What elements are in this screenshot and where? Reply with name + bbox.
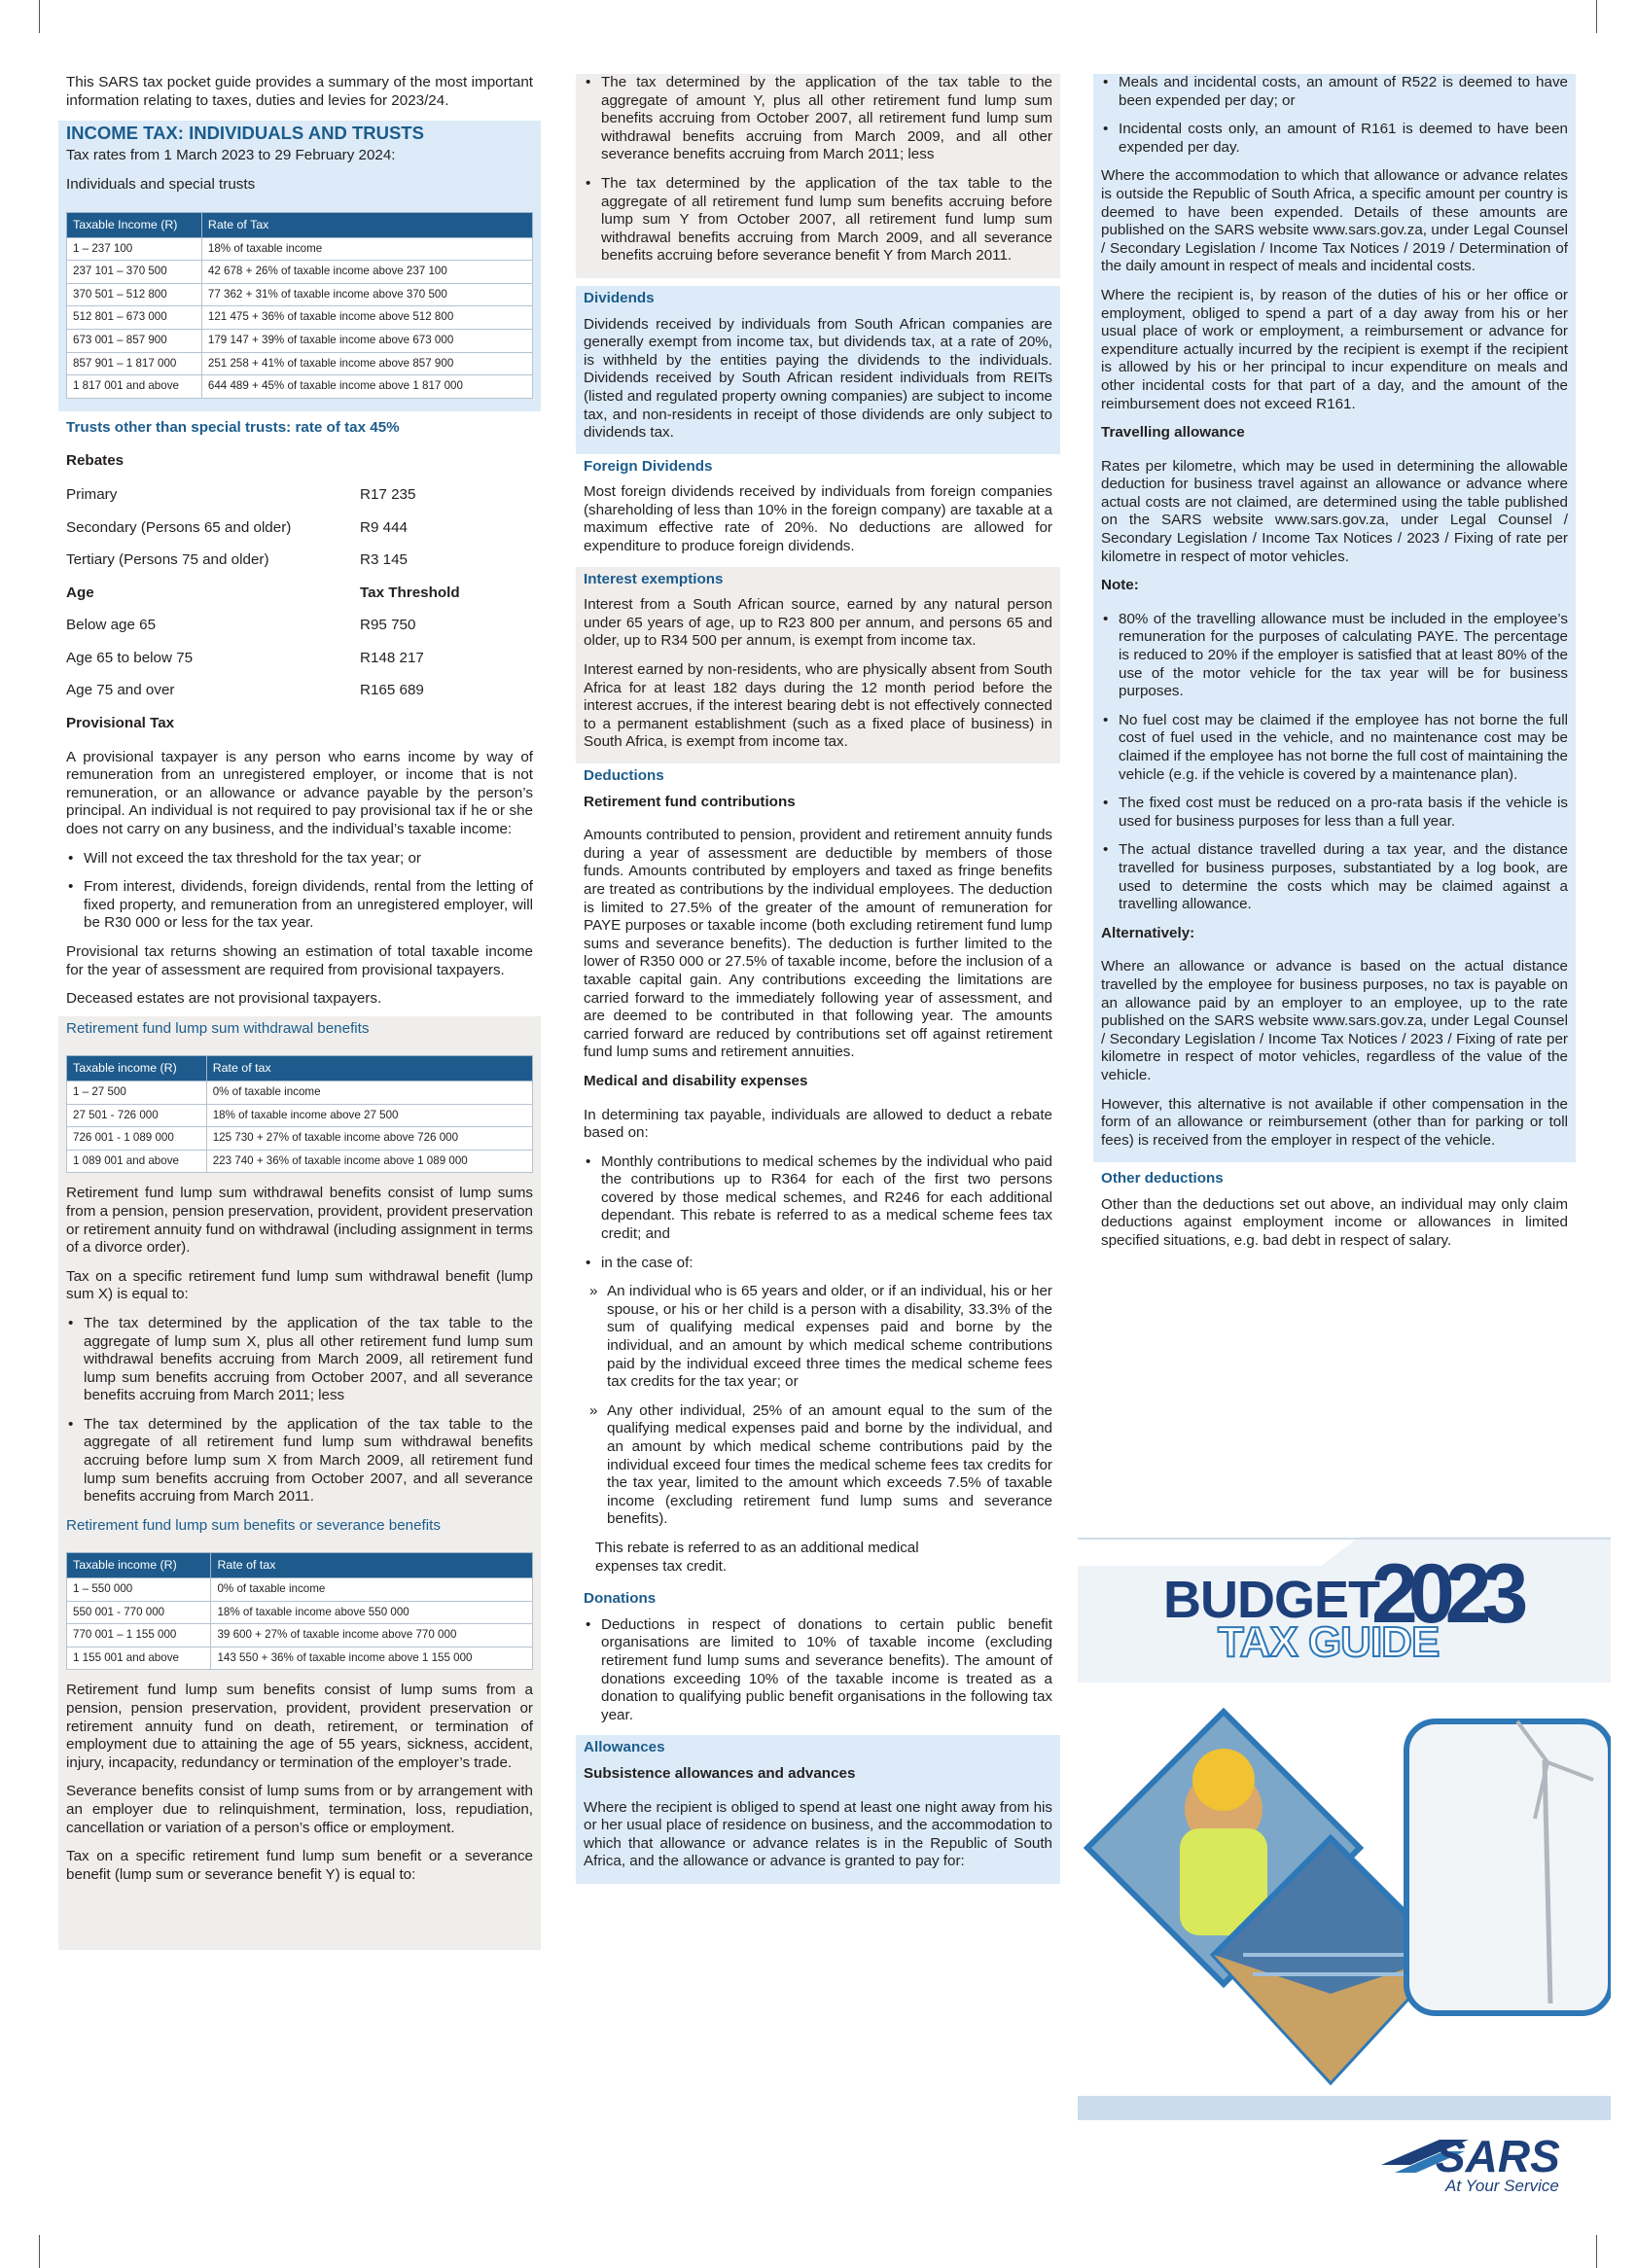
table-row — [67, 1647, 533, 1670]
table-cell: 1 – 550 000 — [67, 1578, 211, 1602]
individuals-label: Individuals and special trusts — [66, 176, 256, 194]
severance-benefits-heading: Retirement fund lump sum benefits or severance benefits — [66, 1516, 441, 1534]
withdrawal-benefits-table — [66, 1055, 533, 1173]
threshold-header — [66, 585, 533, 603]
rebate-row — [66, 486, 533, 505]
rebates-heading: Rebates — [66, 452, 124, 470]
table-row — [67, 306, 533, 330]
list-item: • Deductions in respect of donations to certain public benefit organisations are limited to 10% of taxable income (excluding retirement fund lump sums and severance benefits). The amount of donations exceeding 10% of the taxable income is treated as a donation to qualifying public benefit organisations in the following tax year. — [584, 1616, 1052, 1725]
list-item: » An individual who is 65 years and older, or if an individual, his or her spouse, or his or her child is a person with a disability, 33.3% of the sum of qualifying medical expenses paid and borne by the individual, and an amount by which medical scheme contributions paid by the individual exceed three times the medical scheme fees tax credits for the tax year; or — [584, 1283, 1052, 1392]
threshold-row — [66, 650, 533, 668]
wind-turbine-photo — [1406, 1721, 1611, 2013]
rebate-value: R9 444 — [360, 518, 408, 536]
budget-tax-guide-cover — [1078, 1537, 1611, 2120]
subsistence-text: Where the recipient is obliged to spend at least one night away from his or her usual place of residence on business, and the accommodation to which that allowance or advance relates is in the Republic of South Africa, and the allowance or advance is granted to pay for: — [584, 1798, 1052, 1870]
table-cell: 223 740 + 36% of taxable income above 1 089 000 — [206, 1150, 532, 1173]
list-item: • From interest, dividends, foreign dividends, rental from the letting of fixed property, and remuneration from an unregistered employer, will be R30 000 or less for the tax year. — [66, 878, 533, 933]
retirement-contributions-heading: Retirement fund contributions — [584, 793, 796, 810]
crop-mark — [1596, 2235, 1597, 2268]
list-item: • The fixed cost must be reduced on a pro-rata basis if the vehicle is used for business purposes for less than a full year. — [1101, 795, 1568, 831]
medical-list — [584, 1153, 1052, 1273]
budget-year: 2023 — [1371, 1547, 1519, 1641]
provisional-tax-list — [66, 850, 533, 933]
list-item: • No fuel cost may be claimed if the employee has not borne the full cost of fuel used in the vehicle, and no maintenance cost may be claimed if the employee has not borne the full cost of maintaining the vehicle (e.g. if the vehicle is covered by a maintenance plan). — [1101, 712, 1568, 784]
table-cell: 18% of taxable income — [201, 237, 532, 261]
table-cell: 673 001 – 857 900 — [67, 329, 202, 352]
column-3 — [1093, 74, 1576, 1261]
table-row — [67, 283, 533, 306]
list-item: • in the case of: — [584, 1255, 1052, 1273]
table-row — [67, 261, 533, 284]
deceased-estates-text: Deceased estates are not provisional taxpayers. — [66, 990, 382, 1008]
deductions-heading: Deductions — [584, 767, 664, 784]
provisional-tax-heading: Provisional Tax — [66, 715, 175, 732]
column-2 — [576, 74, 1060, 1884]
provisional-tax-text: A provisional taxpayer is any person who earns income by way of remuneration from an unregistered employer, or income that is not remuneration, or an allowance or advance payable by the person’s principal. An individual is not required to pay provisional tax if he or she does not carry on any business, and the individual’s taxable income: — [66, 748, 533, 838]
table-cell: 237 101 – 370 500 — [67, 261, 202, 284]
table-header: Taxable income (R) — [67, 1056, 207, 1081]
table-cell: 125 730 + 27% of taxable income above 726 000 — [206, 1127, 532, 1151]
table-row — [67, 1624, 533, 1648]
column-1 — [66, 74, 533, 1950]
table-row — [67, 329, 533, 352]
dividends-text: Dividends received by individuals from South African companies are generally exempt from income tax, but dividends tax, at a rate of 20%, is withheld by the entities paying the dividends to the individuals. Dividends received by South African resident individuals from REITs (listed and regulated property owning companies) are subject to income tax, and non-residents in receipt of those dividends are only subject to dividends tax. — [584, 315, 1052, 442]
interest-exemptions-heading: Interest exemptions — [584, 570, 724, 587]
list-item: • 80% of the travelling allowance must be included in the employee’s remuneration for the purposes of calculating PAYE. The percentage is reduced to 20% if the employer is satisfied that at least 80% of the use of the motor vehicle for the tax year will be for business purposes. — [1101, 611, 1568, 701]
retirement-section — [58, 1016, 541, 1951]
table-cell: 18% of taxable income above 27 500 — [206, 1104, 532, 1127]
table-cell: 857 901 – 1 817 000 — [67, 352, 202, 375]
allowances-continued-section — [1093, 74, 1576, 1162]
crop-mark — [39, 2235, 40, 2268]
provisional-tax-returns-text: Provisional tax returns showing an estimation of total taxable income for the year of assessment are required from provisional taxpayers. — [66, 943, 533, 978]
table-cell: 0% of taxable income — [211, 1578, 533, 1602]
threshold-heading: Tax Threshold — [360, 584, 460, 601]
budget-title: BUDGET — [1163, 1571, 1379, 1629]
table-cell: 1 155 001 and above — [67, 1647, 211, 1670]
foreign-dividends-text: Most foreign dividends received by individuals from foreign companies (shareholding of less than 10% in the foreign company) are taxable at a maximum effective rate of 20%. No deductions are allowed for expenditure to produce foreign dividends. — [584, 483, 1052, 555]
table-header: Rate of Tax — [201, 212, 532, 237]
note-list — [1101, 611, 1568, 914]
table-cell: 550 001 - 770 000 — [67, 1601, 211, 1624]
rebate-value: R3 145 — [360, 551, 408, 569]
table-row — [67, 375, 533, 399]
dividends-heading: Dividends — [584, 289, 655, 306]
table-cell: 251 258 + 41% of taxable income above 857 900 — [201, 352, 532, 375]
table-header: Taxable Income (R) — [67, 212, 202, 237]
list-item: • The tax determined by the application of the tax table to the aggregate of lump sum X, plus all other retirement fund lump sum withdrawal benefits accruing from March 2009, all retirement fund lump sum benefits accruing from October 2007, and all severance benefits accruing from March 2011; less — [66, 1315, 533, 1405]
note-heading: Note: — [1101, 577, 1139, 594]
table-cell: 726 001 - 1 089 000 — [67, 1127, 207, 1151]
alternatively-exception-text: However, this alternative is not available if other compensation in the form of an allowance or reimbursement (other than for parking or toll fees) is received from the employer in respect of the vehicle. — [1101, 1095, 1568, 1149]
rebate-label: Secondary (Persons 65 and older) — [66, 518, 292, 536]
threshold-row — [66, 682, 533, 700]
crop-mark — [39, 0, 40, 33]
medical-rebate-note: This rebate is referred to as an additional medical expenses tax credit. — [595, 1539, 919, 1575]
crop-mark — [1596, 0, 1597, 33]
outside-rsa-text: Where the accommodation to which that allowance or advance relates is outside the Republic of South Africa, a specific amount per country is deemed to have been expended. Details of these amounts are published on the SARS website www.sars.gov.za, under Legal Counsel / Secondary Legislation / Income Tax Notices / 2019 / Determination of the daily amount in respect of meals and incidental costs. — [1101, 167, 1568, 275]
table-cell: 1 817 001 and above — [67, 375, 202, 399]
table-cell: 770 001 – 1 155 000 — [67, 1624, 211, 1648]
list-item: • Meals and incidental costs, an amount of R522 is deemed to have been expended per day; or — [1101, 74, 1568, 110]
withdrawal-tax-text: Tax on a specific retirement fund lump sum withdrawal benefit (lump sum X) is equal to: — [66, 1267, 533, 1303]
donations-list — [584, 1616, 1052, 1725]
table-cell: 644 489 + 45% of taxable income above 1 817 000 — [201, 375, 532, 399]
age-heading: Age — [66, 584, 94, 601]
part-day-text: Where the recipient is, by reason of the duties of his or her office or employment, obliged to spend a part of a day away from his or her usual place of work or employment, a reimbursement or advance for expenditure actually incurred by the recipient is exempt if the recipient is allowed by his or her principal to incur expenditure on meals and other incidental costs for that part of a day, and the amount of the reimbursement does not exceed R161. — [1101, 286, 1568, 412]
table-header: Rate of tax — [211, 1553, 533, 1578]
medical-expenses-text: In determining tax payable, individuals are allowed to deduct a rebate based on: — [584, 1106, 1052, 1142]
medical-expenses-heading: Medical and disability expenses — [584, 1072, 808, 1089]
table-cell: 179 147 + 39% of taxable income above 673 000 — [201, 329, 532, 352]
income-tax-heading: INCOME TAX: INDIVIDUALS AND TRUSTS — [66, 123, 424, 144]
threshold-row — [66, 617, 533, 635]
threshold-value: R95 750 — [360, 617, 416, 634]
list-item: • The tax determined by the application of the tax table to the aggregate of all retirement fund lump sum benefits accruing before lump sum Y from October 2007, all retirement fund lump sum withdrawal benefits accruing from March 2009, and all severance benefits accruing before severance benefit Y from March 2011. — [584, 175, 1052, 266]
other-deductions-heading: Other deductions — [1101, 1170, 1224, 1187]
table-row — [67, 1081, 533, 1104]
list-item: » Any other individual, 25% of an amount equal to the sum of the qualifying medical expenses paid and borne by the individual, and an amount by which medical scheme contributions paid by the individual exceed four times the medical scheme fees tax credits for the tax year, limited to the amount which exceeds 7.5% of taxable income (excluding retirement fund lump sums and severance benefits). — [584, 1402, 1052, 1529]
alternatively-text: Where an allowance or advance is based on the actual distance travelled by the employee for business purposes, no tax is payable on an allowance paid by an employer to an employee, up to the rate published on the SARS website www.sars.gov.za, under Legal Counsel / Secondary Legislation / Income Tax Notices / 2023 / Fixing of rate per kilometre in respect of motor vehicles, regardless of the value of the vehicle. — [1101, 958, 1568, 1083]
y-benefit-list — [584, 74, 1052, 266]
list-item: • The tax determined by the application of the tax table to the aggregate of amount Y, plus all other retirement fund lump sum benefits accruing from October 2007, all retirement fund lump sum withdrawal benefits accruing from March 2009, and all other severance benefits accruing from March 2011; less — [584, 74, 1052, 164]
trusts-heading: Trusts other than special trusts: rate of tax 45% — [66, 418, 400, 436]
table-cell: 0% of taxable income — [206, 1081, 532, 1104]
table-row — [67, 1150, 533, 1173]
table-cell: 42 678 + 26% of taxable income above 237 100 — [201, 261, 532, 284]
table-cell: 1 – 27 500 — [67, 1081, 207, 1104]
table-cell: 18% of taxable income above 550 000 — [211, 1601, 533, 1624]
interest-non-resident-text: Interest earned by non-residents, who are physically absent from South Africa for at least 182 days during the 12 month period before the interest accrues, if the interest bearing debt is not effectively connected to a permanent establishment (such as a fixed place of business) in South Africa, is exempt from income tax. — [584, 661, 1052, 751]
table-cell: 121 475 + 36% of taxable income above 512 800 — [201, 306, 532, 330]
travelling-allowance-heading: Travelling allowance — [1101, 424, 1245, 442]
severance-benefits-table — [66, 1552, 533, 1670]
tax-rates-period: Tax rates from 1 March 2023 to 29 February 2024: — [66, 146, 396, 163]
severance-benefits-text: Severance benefits consist of lump sums from or by arrangement with an employer due to relinquishment, termination, loss, repudiation, cancellation or variation of a person’s office or employment. — [66, 1783, 533, 1836]
donations-heading: Donations — [584, 1590, 657, 1608]
tax-guide-title: TAX GUIDE — [1218, 1618, 1440, 1666]
list-item: • The actual distance travelled during a tax year, and the distance travelled for business purposes, substantiated by a log book, are used to determine the costs which may be claimed against a travelling allowance. — [1101, 841, 1568, 913]
table-cell: 370 501 – 512 800 — [67, 283, 202, 306]
list-item: • The tax determined by the application of the tax table to the aggregate of all retirement fund lump sum withdrawal benefits accruing before lump sum X from March 2009, all retirement fund lump sum benefits accruing from October 2007, and all severance benefits accruing from March 2011. — [66, 1416, 533, 1506]
foreign-dividends-section — [576, 454, 1060, 556]
withdrawal-benefits-text: Retirement fund lump sum withdrawal benefits consist of lump sums from a pension, pension preservation, provident, provident preservation or retirement annuity fund on withdrawal (including assignment in terms of a divorce order). — [66, 1185, 533, 1257]
table-cell: 39 600 + 27% of taxable income above 770 000 — [211, 1624, 533, 1648]
subsistence-heading: Subsistence allowances and advances — [584, 1764, 856, 1782]
table-row — [67, 1127, 533, 1151]
table-cell: 512 801 – 673 000 — [67, 306, 202, 330]
rebate-label: Primary — [66, 485, 118, 503]
other-deductions-section — [1093, 1162, 1576, 1250]
threshold-label: Age 65 to below 75 — [66, 649, 194, 666]
retirement-contributions-text: Amounts contributed to pension, provident and retirement annuity funds during a year of assessment are deductible by members of those funds. Amounts contributed by employers and taxed as fringe benefits are treated as contributions by the individual employees. The deduction is limited to 27.5% of the greater of the amount of remuneration for PAYE purposes or taxable income (both excluding retirement fund lump sums and severance benefits). The deduction is further limited to the lower of R350 000 or 27.5% of taxable income, before the inclusion of a taxable capital gain. Any contributions exceeding the limitations are carried forward to the immediately following year of assessment, and are deemed to be contributed in that following year. The amounts carried forward are reduced by contributions set off against retirement fund lump sums and retirement annuities. — [584, 827, 1052, 1061]
table-row — [67, 1601, 533, 1624]
table-header: Taxable income (R) — [67, 1553, 211, 1578]
sars-tagline: At Your Service — [1445, 2177, 1559, 2195]
table-row — [67, 1578, 533, 1602]
allowances-heading: Allowances — [584, 1739, 665, 1756]
table-cell: 1 089 001 and above — [67, 1150, 207, 1173]
table-cell: 1 – 237 100 — [67, 237, 202, 261]
table-row — [67, 237, 533, 261]
sars-wordmark: SARS — [1436, 2131, 1560, 2181]
travelling-allowance-text: Rates per kilometre, which may be used in determining the allowable deduction for business travel against an allowance or advance where actual costs are not claimed, are determined using the table published on the SARS website www.sars.gov.za, under Legal Counsel / Secondary Legislation / Income Tax Notices / 2023 / Fixing of rate per kilometre in respect of motor vehicles. — [1101, 457, 1568, 565]
other-deductions-text: Other than the deductions set out above, an individual may only claim deductions against employment income or allowances in limited specified situations, e.g. bad debt in respect of salary. — [1101, 1195, 1568, 1250]
y-benefit-section — [576, 74, 1060, 278]
threshold-value: R148 217 — [360, 649, 424, 666]
interest-text: Interest from a South African source, earned by any natural person under 65 years of age, up to R23 800 per annum, and persons 65 and older, up to R34 500 per annum, is exempt from income tax. — [584, 596, 1052, 650]
rebate-row — [66, 519, 533, 538]
meal-costs-list — [1101, 74, 1568, 157]
rebate-row — [66, 551, 533, 570]
severance-tax-text: Tax on a specific retirement fund lump sum benefit or a severance benefit (lump sum or severance benefit Y) is equal to: — [66, 1848, 533, 1883]
income-tax-table — [66, 212, 533, 399]
table-cell: 77 362 + 31% of taxable income above 370 500 — [201, 283, 532, 306]
medical-sub-list — [584, 1283, 1052, 1529]
foreign-dividends-heading: Foreign Dividends — [584, 457, 713, 475]
rebate-label: Tertiary (Persons 75 and older) — [66, 551, 269, 569]
table-header: Rate of tax — [206, 1056, 532, 1081]
rebate-value: R17 235 — [360, 485, 416, 503]
lump-sum-benefits-text: Retirement fund lump sum benefits consist of lump sums from a pension, pension preservation, provident, provident preservation or retirement annuity fund on death, retirement, or termination of employment due to attaining the age of 55 years, sickness, accident, injury, incapacity, redundancy or termination of the employer’s trade. — [66, 1682, 533, 1771]
withdrawal-benefits-heading: Retirement fund lump sum withdrawal benefits — [66, 1019, 370, 1037]
threshold-value: R165 689 — [360, 682, 424, 699]
alternatively-heading: Alternatively: — [1101, 924, 1195, 941]
threshold-label: Below age 65 — [66, 617, 157, 634]
list-item: • Will not exceed the tax threshold for the tax year; or — [66, 850, 533, 868]
table-row — [67, 352, 533, 375]
dividends-section — [576, 286, 1060, 454]
table-cell: 143 550 + 36% of taxable income above 1 155 000 — [211, 1647, 533, 1670]
deductions-section — [576, 763, 1060, 1724]
table-cell: 27 501 - 726 000 — [67, 1104, 207, 1127]
list-item: • Monthly contributions to medical schemes by the individual who paid the contributions up to R364 for each of the first two persons covered by those medical schemes, and R246 for each additional dependant. This rebate is referred to as a medical scheme fees tax credit; and — [584, 1153, 1052, 1244]
interest-section — [576, 567, 1060, 763]
intro-text: This SARS tax pocket guide provides a summary of the most important information relating to taxes, duties and levies for 2023/24. — [66, 74, 533, 109]
allowances-section — [576, 1735, 1060, 1884]
list-item: • Incidental costs only, an amount of R161 is deemed to have been expended per day. — [1101, 121, 1568, 157]
withdrawal-tax-list — [66, 1315, 533, 1506]
threshold-label: Age 75 and over — [66, 682, 175, 699]
income-tax-section — [58, 121, 541, 411]
table-row — [67, 1104, 533, 1127]
